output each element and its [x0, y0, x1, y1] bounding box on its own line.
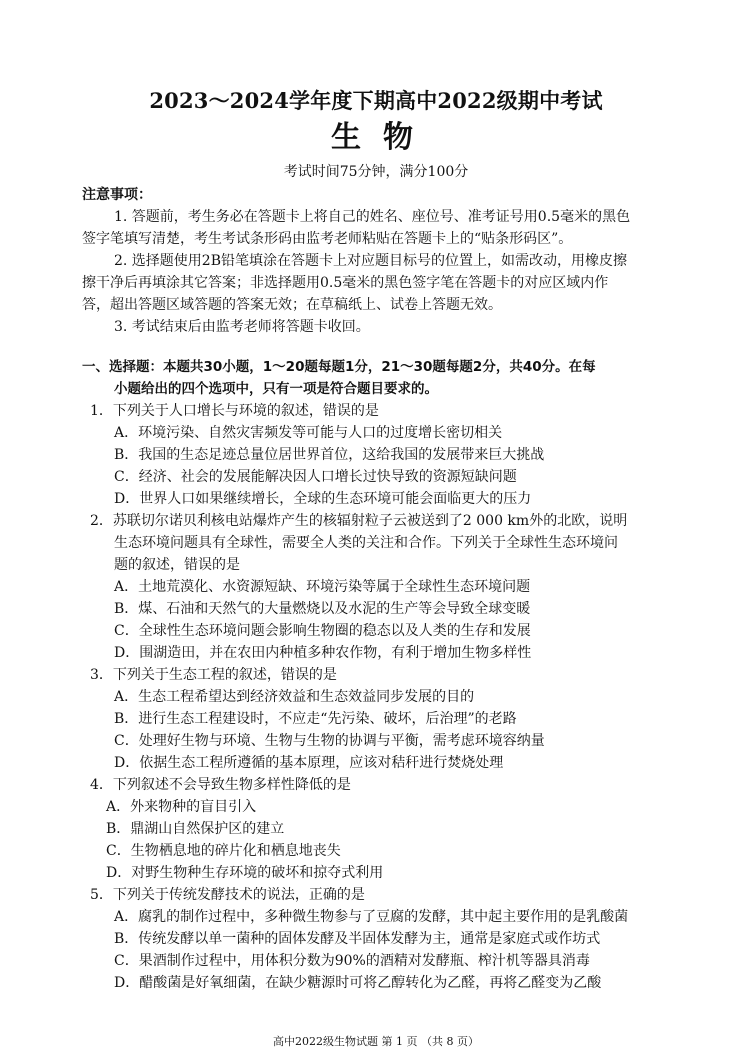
question-option: A．环境污染、自然灾害频发等可能与人口的过度增长密切相关	[114, 425, 503, 441]
question-option: D．世界人口如果继续增长，全球的生态环境可能会面临更大的压力	[114, 491, 532, 507]
notice-line: 1. 答题前，考生务必在答题卡上将自己的姓名、座位号、准考证号用0.5毫米的黑色	[114, 209, 631, 225]
question-stem-cont: 生态环境问题具有全球性，需要全人类的关注和合作。下列关于全球性生态环境问	[114, 535, 618, 551]
question-option: D．醋酸菌是好氧细菌，在缺少糖源时可将乙醇转化为乙醛，再将乙醛变为乙酸	[114, 975, 602, 991]
question-option: A．生态工程希望达到经济效益和生态效益同步发展的目的	[114, 689, 475, 705]
question-option: B．传统发酵以单一菌种的固体发酵及半固体发酵为主，通常是家庭式或作坊式	[114, 931, 601, 947]
section-heading-cont: 小题给出的四个选项中，只有一项是符合题目要求的。	[114, 381, 438, 397]
question-option: C．生物栖息地的碎片化和栖息地丧失	[106, 843, 341, 859]
question-option: C．处理好生物与环境、生物与生物的协调与平衡，需考虑环境容纳量	[114, 733, 545, 749]
question-option: B．鼎湖山自然保护区的建立	[106, 821, 285, 837]
question-option: B．进行生态工程建设时，不应走“先污染、破坏，后治理”的老路	[114, 711, 517, 727]
page-footer: 高中2022级生物试题 第 1 页 （共 8 页）	[273, 1035, 479, 1048]
notice-line: 3. 考试结束后由监考老师将答题卡收回。	[114, 319, 370, 335]
question-option: C．经济、社会的发展能解决因人口增长过快导致的资源短缺问题	[114, 469, 517, 485]
notice-line: 擦干净后再填涂其它答案；非选择题用0.5毫米的黑色签字笔在答题卡的对应区域内作	[82, 275, 609, 291]
section-heading: 一、选择题：本题共30小题，1～20题每题1分，21～30题每题2分，共40分。在每	[82, 359, 596, 375]
question-option: A．外来物种的盲目引入	[106, 799, 257, 815]
notice-line: 答，超出答题区域答题的答案无效；在草稿纸上、试卷上答题无效。	[82, 297, 502, 313]
question-stem: 1．下列关于人口增长与环境的叙述，错误的是	[90, 403, 379, 419]
question-stem: 2．苏联切尔诺贝利核电站爆炸产生的核辐射粒子云被送到了2 000 km外的北欧，说明	[90, 513, 628, 529]
subject-title: 生物	[331, 120, 435, 155]
question-option: D．围湖造田，并在农田内种植多种农作物，有利于增加生物多样性	[114, 645, 532, 661]
question-stem: 4．下列叙述不会导致生物多样性降低的是	[90, 777, 351, 793]
notice-title: 注意事项：	[82, 187, 152, 203]
question-option: A．腐乳的制作过程中，多种微生物参与了豆腐的发酵，其中起主要作用的是乳酸菌	[114, 909, 629, 925]
question-option: B．煤、石油和天然气的大量燃烧以及水泥的生产等会导致全球变暖	[114, 601, 531, 617]
question-option: D．依据生态工程所遵循的基本原理，应该对秸秆进行焚烧处理	[114, 755, 504, 771]
exam-title: 2023～2024学年度下期高中2022级期中考试	[149, 88, 603, 113]
question-option: C．全球性生态环境问题会影响生物圈的稳态以及人类的生存和发展	[114, 623, 531, 639]
question-option: A．土地荒漠化、水资源短缺、环境污染等属于全球性生态环境问题	[114, 579, 531, 595]
notice-line: 2. 选择题使用2B铅笔填涂在答题卡上对应题目标号的位置上，如需改动，用橡皮擦	[114, 253, 628, 269]
question-option: C．果酒制作过程中，用体积分数为90%的酒精对发酵瓶、榨汁机等器具消毒	[114, 953, 590, 969]
question-option: D．对野生物种生存环境的破坏和掠夺式利用	[106, 865, 384, 881]
question-option: B．我国的生态足迹总量位居世界首位，这给我国的发展带来巨大挑战	[114, 447, 545, 463]
exam-time-info: 考试时间75分钟，满分100分	[283, 164, 469, 180]
question-stem: 5．下列关于传统发酵技术的说法，正确的是	[90, 887, 365, 903]
question-stem: 3．下列关于生态工程的叙述，错误的是	[90, 667, 337, 683]
notice-line: 签字笔填写清楚，考生考试条形码由监考老师粘贴在答题卡上的“贴条形码区”。	[82, 231, 573, 247]
question-stem-cont: 题的叙述，错误的是	[114, 557, 240, 573]
